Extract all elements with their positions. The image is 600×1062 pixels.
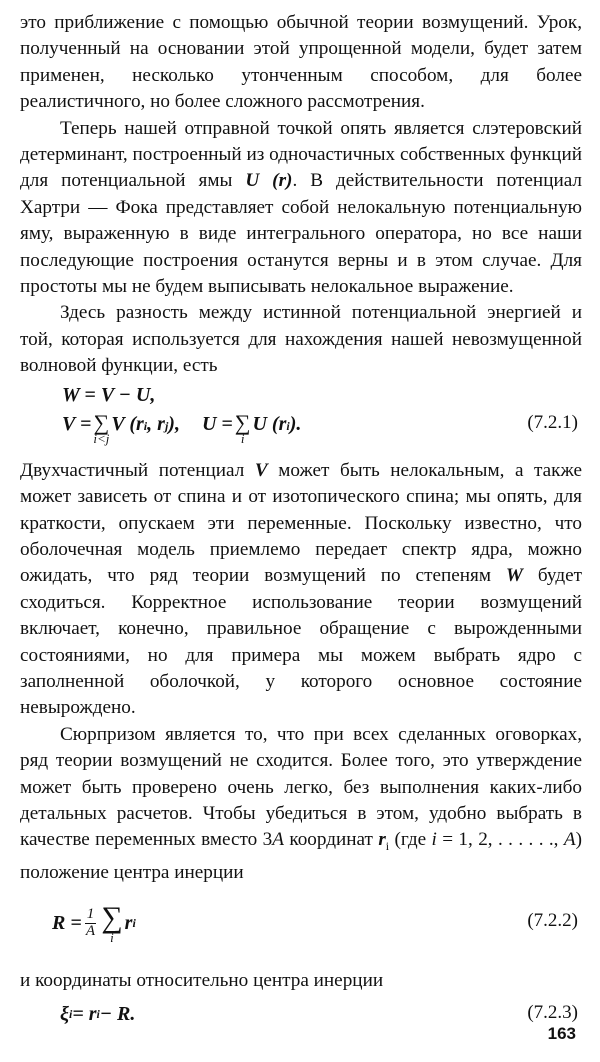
equation-r-term: r bbox=[124, 911, 133, 934]
equation-line-1 bbox=[62, 384, 582, 412]
equation-r-lhs: R = bbox=[52, 911, 82, 934]
paragraph-2-text-a: Теперь нашей отправной точкой опять является слэтеровский детерминант, построенный из одночастичных собственных функций для потенциальной ямы bbox=[20, 117, 582, 192]
paragraph-2-text-b: . В действительности потенциал Хартри — Фока представляет собой нелокальную потенциальную яму, выраженную в виде интегрального оператора, но все наши последующие построения останутся верны и в этом случае. Для простоты мы не будем выписывать нелокальное выражение. bbox=[20, 170, 583, 298]
equation-7-2-2: R = $\frac{1}{A}$ ∑ i r i (7.2.2) bbox=[52, 900, 578, 945]
equation-number-7-2-1: (7.2.1) bbox=[527, 411, 578, 433]
equation-xi: ξ bbox=[60, 1002, 69, 1025]
paragraph-2 bbox=[20, 116, 582, 301]
paragraph-6: и координаты относительно центра инерции bbox=[20, 970, 384, 992]
equation-7-2-1 bbox=[20, 384, 582, 450]
sum-sign: ∑ i<j bbox=[93, 409, 110, 446]
potential-symbol: U (r) bbox=[245, 170, 293, 192]
paragraph-3: Здесь разность между истинной потенциальной энергией и той, которая используется для нахождения нашей невозмущенной волновой функции, есть bbox=[20, 302, 582, 377]
two-body-potential-symbol: V bbox=[254, 459, 268, 481]
paragraph-5: Сюрпризом является то, что при всех сделанных оговорках, ряд теории возмущений не сходится. Более того, это утверждение может быть проверено очень легко, без выполнения каких-либо детальных расчетов. Чтобы убедиться в этом, удобно выбрать в качестве переменных вместо 3A координат $r_i$ (где i = 1, 2, . . . . . ., A) положение центра инерции bbox=[20, 723, 582, 883]
equation-number-7-2-2: (7.2.2) bbox=[527, 910, 578, 932]
paragraph-4: Двухчастичный потенциал V может быть нелокальным, а также может зависеть от спина и от изотопического спина; мы опять, для краткости, опускаем эти переменные. Поскольку известно, что оболочечная модель приемлемо передает спектр ядра, можно ожидать, что ряд теории возмущений по степеням W будет сходиться. Корректное использование теории возмущений включает, конечно, правильное обращение с вырожденными состояниями, но для примера мы можем выбрать ядро с заполненной оболочкой, у которого основное состояние невырождено. bbox=[20, 459, 582, 719]
perturbation-symbol: W bbox=[505, 565, 523, 587]
fraction-1-over-a: $\frac{1}{A}$ bbox=[85, 905, 96, 939]
equation-u-term: U (r bbox=[252, 412, 287, 435]
equation-line-2: V = ∑ i<j V (r i , r j ), U = ∑ i U (r i ). (7.2.1) bbox=[62, 409, 578, 446]
sum-sign-2: ∑ i bbox=[234, 409, 251, 446]
page-number: 163 bbox=[547, 1024, 576, 1043]
equation-u-lhs: U = bbox=[201, 412, 233, 435]
equation-v-lhs: V = bbox=[62, 412, 92, 435]
equation-v-term: V (r bbox=[111, 412, 144, 435]
equation-7-2-3: ξ i = r i − R. (7.2.3) bbox=[60, 1002, 578, 1025]
equation-w: W = V − U, bbox=[62, 383, 156, 406]
sum-sign-3: ∑ i bbox=[101, 900, 123, 945]
equation-number-7-2-3: (7.2.3) bbox=[527, 1002, 578, 1024]
paragraph-1: это приближение с помощью обычной теории возмущений. Урок, полученный на основании этой упрощенной модели, будет затем применен, несколько утонченным способом, для более реалистичного, но более сложного рассмотрения. bbox=[20, 12, 582, 113]
